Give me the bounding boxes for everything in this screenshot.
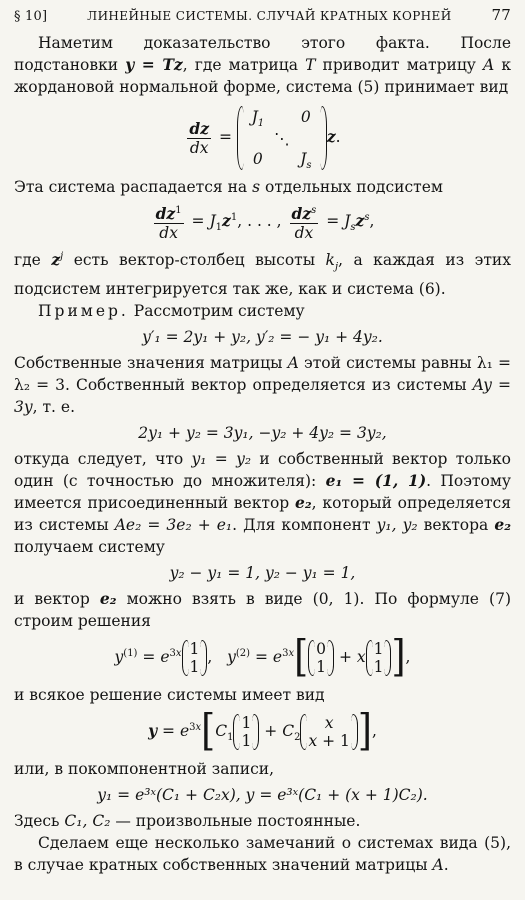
jordan-matrix: $J_1$ 0 ⋱ 0 $J_s$ bbox=[237, 106, 327, 170]
paragraph-5: откуда следует, что y₁ = y₂ и собственный вектор только один (с точностью до множителя): e₁ = (1, 1). Поэтому имеется присоединенный вектор e₂, который определяется из системы Ae₂ = 3e₂ + e₁. Для компонент y₁, y₂ вектора e₂ получаем систему bbox=[14, 450, 512, 557]
paragraph-2: Эта система распадается на s отдельных подсистем bbox=[14, 178, 443, 196]
section-ref: § 10] bbox=[14, 9, 48, 24]
paragraph-8: или, в покомпонентной записи, bbox=[14, 760, 275, 779]
equation-basis-solutions: $y^{(1)} = e^{3x}$ 1 1 , $y^{(2)} = e^{3x}$[ 0 1 + x 1 1 ], bbox=[114, 633, 411, 683]
paragraph-10: Сделаем еще несколько замечаний о системах вида (5), в случае кратных собственных значений матрицы A. bbox=[14, 834, 511, 875]
paragraph-4: Собственные значения матрицы A этой системы равны λ₁ = λ₂ = 3. Собственный вектор определяется из системы Ay = 3y, т. е. bbox=[14, 354, 511, 417]
paragraph-7: и всякое решение системы имеет вид bbox=[14, 686, 325, 705]
equation-adjoint-system: y₂ − y₁ = 1, y₂ − y₁ = 1, bbox=[169, 564, 356, 583]
paragraph-3: где $z^j$ есть вектор-столбец высоты $k_j$, а каждая из этих подсистем интегрируется так же, как и система (6). bbox=[14, 250, 511, 299]
running-header bbox=[14, 6, 511, 32]
equation-example-system: y′₁ = 2y₁ + y₂, y′₂ = − y₁ + 4y₂. bbox=[142, 328, 383, 347]
fraction-dz-dx: $\frac{dz}{dx}$ bbox=[189, 118, 210, 157]
paragraph-6: и вектор e₂ можно взять в виде (0, 1). По формуле (7) строим решения bbox=[14, 589, 511, 631]
page-number: 77 bbox=[491, 6, 511, 24]
running-title: ЛИНЕЙНЫЕ СИСТЕМЫ. СЛУЧАЙ КРАТНЫХ КОРНЕЙ bbox=[87, 9, 452, 23]
paragraph-9: Здесь C₁, C₂ — произвольные постоянные. bbox=[14, 812, 361, 831]
equation-eigen-system: 2y₁ + y₂ = 3y₁, −y₂ + 4y₂ = 3y₂, bbox=[138, 424, 387, 443]
equation-subsystems: $\frac{dz^1}{dx}$ = $J_1z^1$, . . . , $\frac{dz^s}{dx}$ = $J_sz^s$, bbox=[14, 202, 511, 242]
equation-jordan-system: $\frac{dz}{dx}$ = $J_1$ 0 ⋱ 0 $J_s$ z. bbox=[189, 108, 341, 172]
paragraph-1: Наметим доказательство этого факта. После подстановки y = Tz, где матрица T приводит матрицу A к жордановой нормальной форме, система (5) принимает вид bbox=[14, 34, 512, 96]
equation-general-solution: $y = e^{3x}[C_1$ 1 1 + $C_2$ x x + 1 ], bbox=[148, 707, 377, 757]
equation-components: y₁ = e³ˣ(C₁ + C₂x), y = e³ˣ(C₁ + (x + 1)C₂). bbox=[97, 786, 428, 805]
paragraph-example: Пример. Рассмотрим систему bbox=[38, 302, 305, 321]
